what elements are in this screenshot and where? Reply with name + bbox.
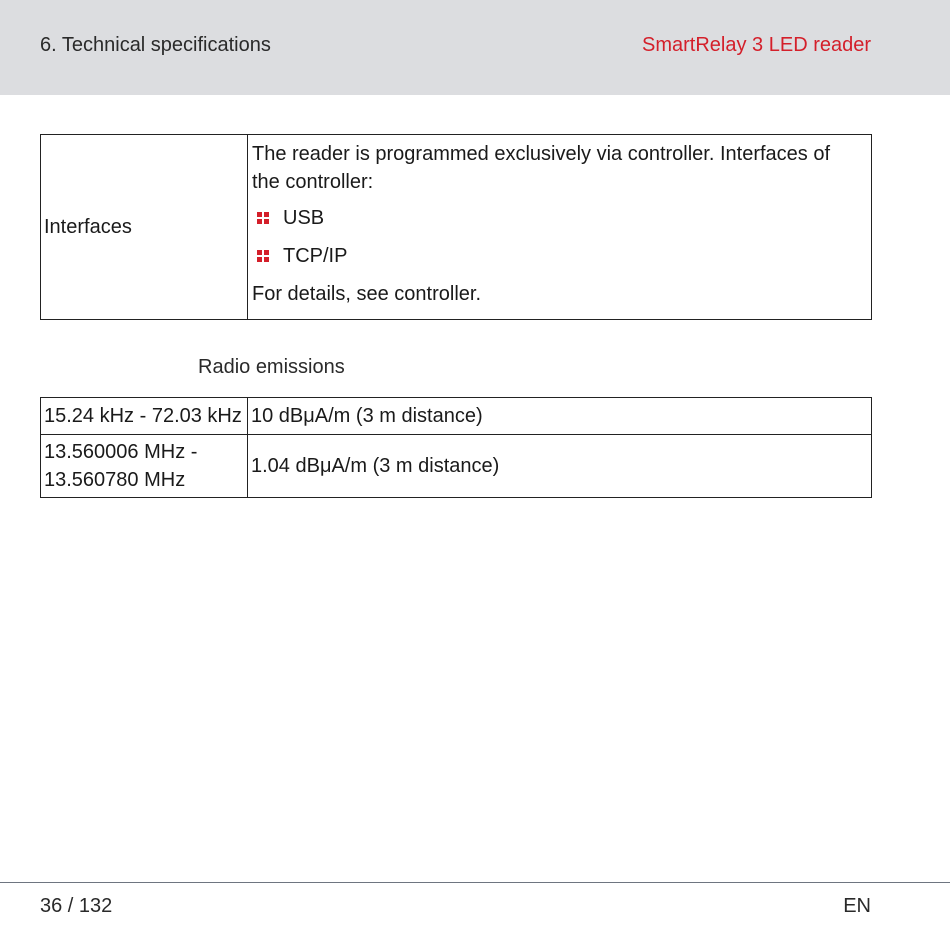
radio-emissions-table <box>40 397 872 498</box>
interfaces-description <box>248 135 872 320</box>
table-row <box>41 398 872 435</box>
interfaces-intro: The reader is programmed exclusively via controller. Interfaces of the controller: <box>252 143 831 193</box>
interfaces-label: Interfaces <box>41 135 248 320</box>
radio-emissions-caption: Radio emissions <box>198 356 345 378</box>
emission-value-cell: 10 dBμA/m (3 m distance) <box>248 398 872 435</box>
table-row <box>41 135 872 320</box>
bullet-text: TCP/IP <box>283 245 348 267</box>
interfaces-outro: For details, see controller. <box>252 283 481 305</box>
page-header <box>0 0 950 95</box>
language-code: EN <box>843 895 871 917</box>
bullet-icon <box>257 212 269 224</box>
product-name: SmartRelay 3 LED reader <box>642 34 871 56</box>
section-title: 6. Technical specifications <box>40 34 271 56</box>
frequency-cell: 15.24 kHz - 72.03 kHz <box>41 398 248 435</box>
bullet-text: USB <box>283 207 325 229</box>
frequency-cell: 13.560006 MHz - 13.560780 MHz <box>41 435 248 498</box>
list-item <box>252 242 863 270</box>
table-row <box>41 435 872 498</box>
interfaces-table <box>40 134 872 320</box>
bullet-icon <box>257 250 269 262</box>
emission-value-cell: 1.04 dBμA/m (3 m distance) <box>248 435 872 498</box>
list-item <box>252 204 863 232</box>
footer-divider <box>0 882 950 883</box>
page-number: 36 / 132 <box>40 895 113 917</box>
